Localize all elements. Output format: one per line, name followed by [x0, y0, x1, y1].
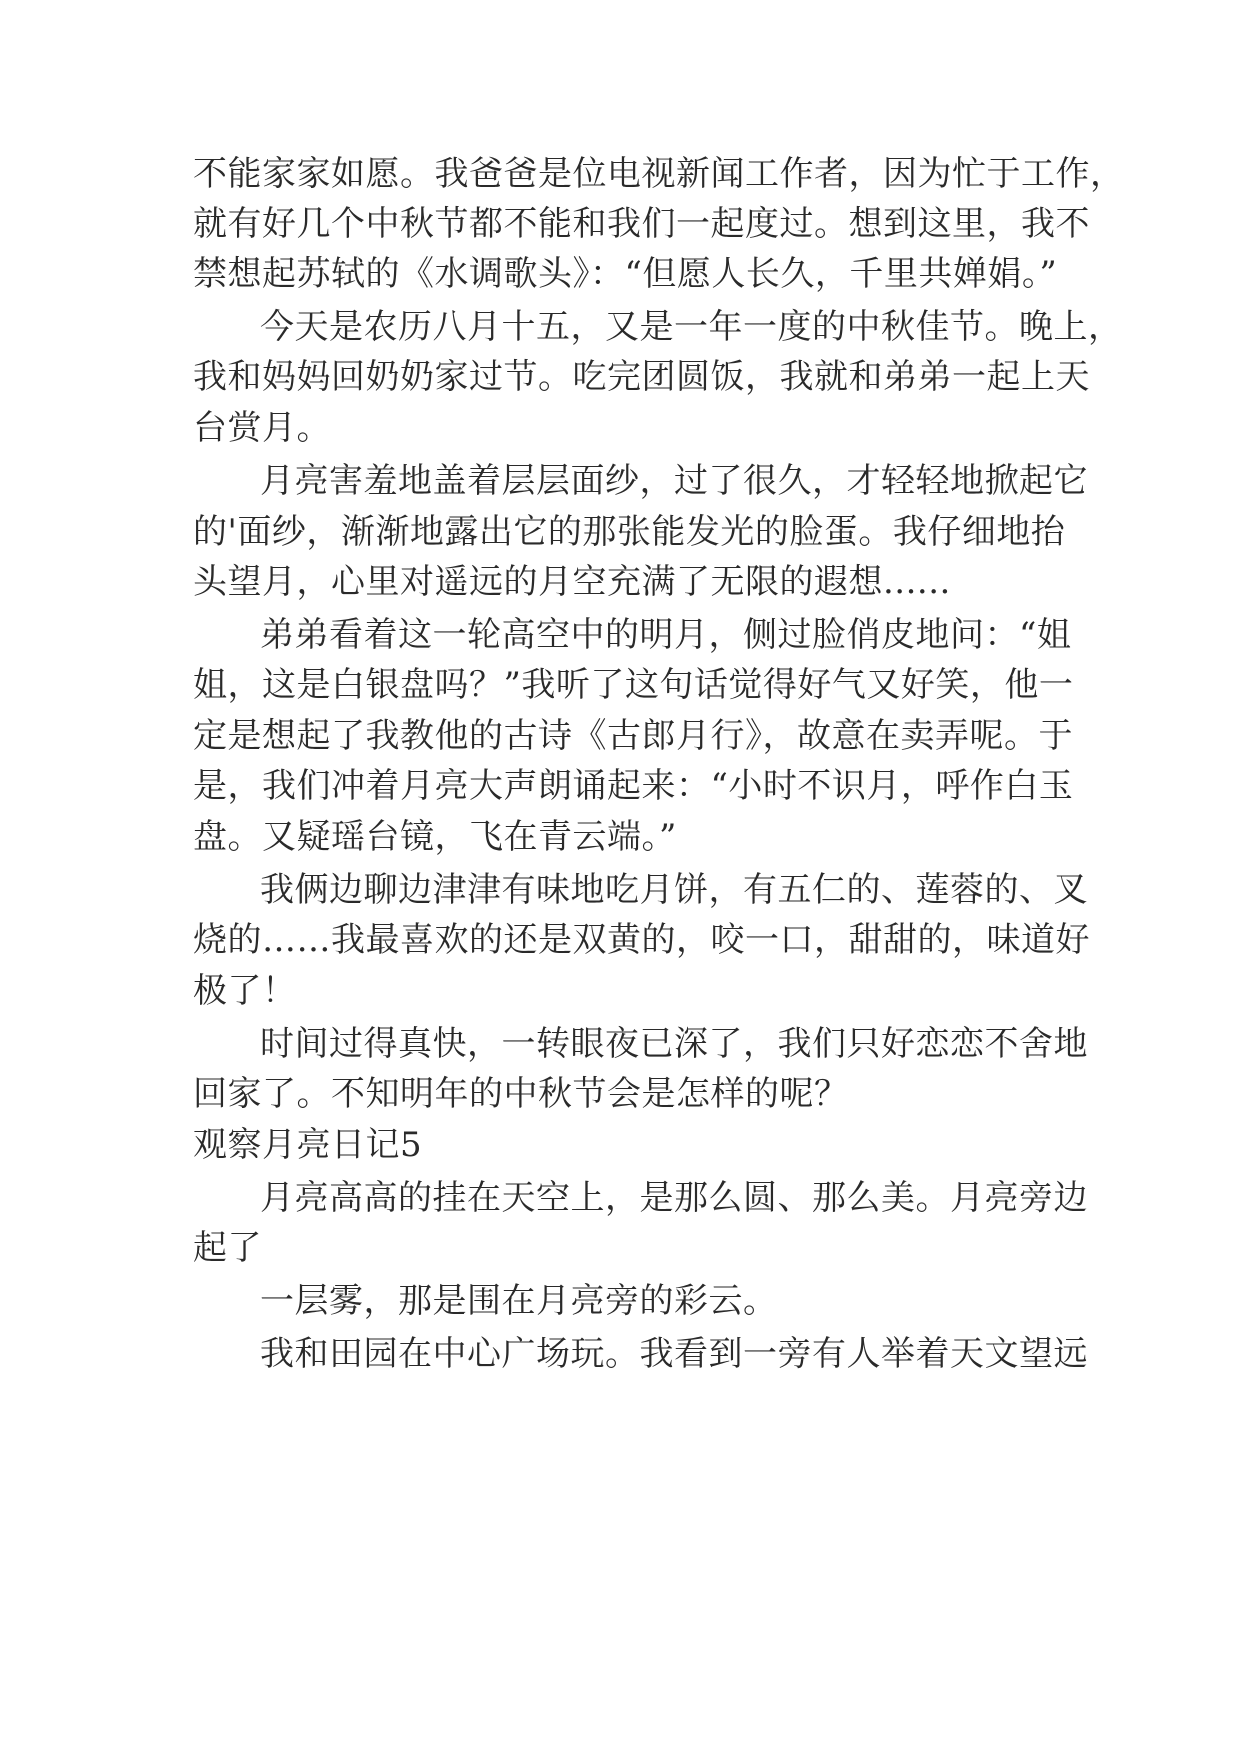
paragraph-start-line: 我和田园在中心广场玩。我看到一旁有人举着天文望远: [260, 1334, 1088, 1374]
text-line: 盘。又疑瑶台镜，飞在青云端。”: [193, 817, 677, 857]
text-line: 禁想起苏轼的《水调歌头》：“但愿人长久，千里共婵娟。”: [193, 254, 1058, 294]
paragraph-start-line: 弟弟看着这一轮高空中的明月，侧过脸俏皮地问：“姐: [260, 615, 1072, 655]
text-line: 就有好几个中秋节都不能和我们一起度过。想到这里，我不: [193, 204, 1090, 244]
text-line: 极了！: [193, 971, 297, 1011]
text-line: 定是想起了我教他的古诗《古郎月行》，故意在卖弄呢。于: [193, 716, 1073, 756]
text-line: 回家了。不知明年的中秋节会是怎样的呢？: [193, 1074, 849, 1114]
text-line: 我和妈妈回奶奶家过节。吃完团圆饭，我就和弟弟一起上天: [193, 357, 1090, 397]
paragraph-start-line: 一层雾，那是围在月亮旁的彩云。: [260, 1281, 778, 1321]
paragraph-start-line: 月亮害羞地盖着层层面纱，过了很久，才轻轻地掀起它: [260, 461, 1088, 501]
section-heading: 观察月亮日记5: [193, 1125, 423, 1165]
paragraph-start-line: 我俩边聊边津津有味地吃月饼，有五仁的、莲蓉的、叉: [260, 870, 1088, 910]
text-line: 起了: [193, 1228, 262, 1268]
paragraph-start-line: 月亮高高的挂在天空上，是那么圆、那么美。月亮旁边: [260, 1178, 1088, 1218]
text-line: 头望月，心里对遥远的月空充满了无限的遐想......: [193, 562, 951, 602]
paragraph-start-line: 今天是农历八月十五，又是一年一度的中秋佳节。晚上，: [260, 307, 1123, 347]
text-line: 台赏月。: [193, 408, 331, 448]
text-line: 的'面纱，渐渐地露出它的那张能发光的脸蛋。我仔细地抬: [193, 512, 1066, 552]
text-line: 姐，这是白银盘吗？”我听了这句话觉得好气又好笑，他一: [193, 665, 1074, 705]
paragraph-start-line: 时间过得真快，一转眼夜已深了，我们只好恋恋不舍地: [260, 1024, 1088, 1064]
text-line: 烧的……我最喜欢的还是双黄的，咬一口，甜甜的，味道好: [193, 920, 1090, 960]
text-line: 不能家家如愿。我爸爸是位电视新闻工作者，因为忙于工作，: [193, 154, 1125, 194]
text-line: 是，我们冲着月亮大声朗诵起来：“小时不识月，呼作白玉: [193, 766, 1074, 806]
